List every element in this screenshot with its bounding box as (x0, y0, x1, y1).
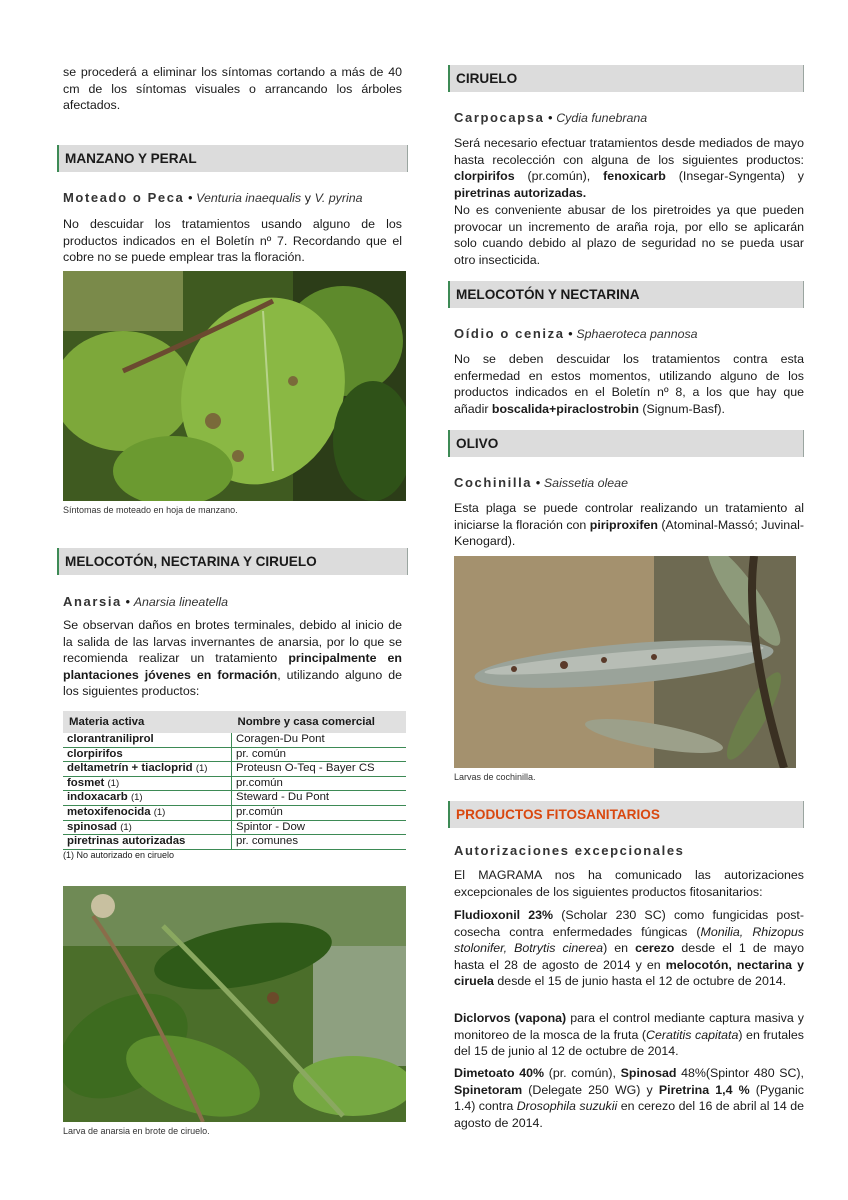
table-cell-nombre: pr. común (232, 747, 407, 762)
table-header-row (63, 711, 406, 733)
materia-name: deltametrín + tiacloprid (67, 762, 193, 775)
pest-heading-carpocapsa (454, 110, 647, 125)
table-cell-materia (63, 791, 232, 806)
oidio-text (454, 351, 804, 417)
piretrina-bold: Piretrina 1,4 % (658, 1082, 750, 1097)
table-row (63, 835, 406, 850)
table-cell-materia (63, 733, 232, 747)
table-cell-materia (63, 820, 232, 835)
table-cell-nombre: Spintor - Dow (232, 820, 407, 835)
bullet: • (548, 110, 557, 125)
pest-scientific-b: V. pyrina (314, 191, 363, 205)
materia-name: piretrinas autorizadas (67, 835, 186, 848)
dimetoato-text-d: 48%(Spintor 480 SC), (681, 1066, 805, 1080)
subtitle: Autorizaciones excepcionales (454, 843, 685, 858)
bullet: • (568, 326, 577, 341)
table-cell-materia (63, 762, 232, 777)
anarsia-paragraph (63, 617, 402, 700)
table-row (63, 805, 406, 820)
pest-heading-moteado (63, 190, 363, 205)
pest-name: Oídio o ceniza (454, 326, 565, 341)
diclorvos-text-b: para el control mediante captura masiva y monitoreo de la mosca de la fruta ( (454, 1011, 804, 1042)
pest-scientific: Cydia funebrana (556, 111, 648, 125)
table-header-materia: Materia activa (63, 711, 232, 733)
cochinilla-text-a: Esta plaga se puede controlar realizando un tratamiento al iniciarse la floración con (454, 501, 804, 532)
materia-note: (1) (195, 763, 208, 775)
olive-leaf-image (454, 556, 796, 768)
section-header-melocoton-nectarina: MELOCOTÓN Y NECTARINA (448, 281, 804, 308)
table-footnote: (1) No autorizado en ciruelo (63, 850, 175, 860)
anarsia-image (63, 886, 406, 1122)
dimetoato-text-j: en cerezo del 16 de abril al 14 de agosto de 2014. (454, 1099, 805, 1130)
carpocapsa-text-a: Será necesario efectuar tratamientos desde mediados de mayo hasta recolección con alguna de los siguientes productos: (454, 136, 804, 167)
fludioxonil-bold-cerezo: cerezo (635, 941, 675, 956)
bullet: • (535, 475, 544, 490)
cochinilla-text (454, 500, 804, 550)
table-cell-nombre: pr.común (232, 776, 407, 791)
spinetoram-bold: Spinetoram (454, 1082, 523, 1097)
productos-intro-paragraph (454, 867, 804, 900)
carpocapsa-bold-fenoxicarb: fenoxicarb (603, 169, 666, 184)
fludioxonil-text-f: desde el 1 de mayo hasta el 28 de agosto de 2014 y en (454, 941, 804, 972)
cochinilla-paragraph (454, 500, 804, 550)
carpocapsa-text-c: (pr.común), (527, 169, 591, 184)
bullet: • (125, 594, 134, 609)
carpocapsa-bold-clorpirifos: clorpirifos (454, 169, 515, 184)
table-cell-materia (63, 805, 232, 820)
fludioxonil-paragraph (454, 907, 804, 990)
section-header-ciruelo: CIRUELO (448, 65, 804, 92)
table-cell-materia (63, 747, 232, 762)
dimetoato-text-h: (Pyganic 1.4) contra (454, 1082, 804, 1114)
pest-name: Cochinilla (454, 475, 533, 490)
table-row (63, 820, 406, 835)
table-cell-nombre: Steward - Du Pont (232, 791, 407, 806)
materia-name: metoxifenocida (67, 805, 151, 818)
bullet: • (188, 190, 197, 205)
pest-heading-cochinilla (454, 475, 628, 490)
anarsia-text (63, 617, 402, 700)
table-cell-materia (63, 776, 232, 791)
diclorvos-text-d: ) en frutales del 15 de junio al 12 de octubre de 2014. (454, 1027, 804, 1059)
pest-name: Moteado o Peca (63, 190, 185, 205)
diclorvos-italic: Ceratitis capitata (646, 1027, 739, 1042)
drosophila-italic: Drosophila suzukii (516, 1099, 618, 1114)
pest-and: y (304, 191, 311, 205)
table-cell-nombre: pr. comunes (232, 835, 407, 850)
section-header-productos: PRODUCTOS FITOSANITARIOS (448, 801, 804, 828)
table-header-nombre: Nombre y casa comercial (232, 711, 407, 733)
pest-scientific: Anarsia lineatella (133, 595, 229, 609)
dimetoato-paragraph (454, 1065, 804, 1131)
section-header-melocoton-ciruelo: MELOCOTÓN, NECTARINA Y CIRUELO (57, 548, 408, 575)
productos-intro-text: El MAGRAMA nos ha comunicado las autorizaciones excepcionales de los siguientes productos fitosanitarios: (454, 868, 804, 899)
table-row (63, 747, 406, 762)
dimetoato-bold: Dimetoato 40% (454, 1066, 545, 1080)
oidio-text-a: No se deben descuidar los tratamientos contra esta enfermedad en estos momentos, utilizando alguno de los productos indicados en el Boletín nº 8, a los que hay que añadir (454, 352, 804, 416)
table-row (63, 762, 406, 777)
anarsia-text-bold: principalmente en plantaciones jóvenes en formación (63, 651, 402, 682)
diclorvos-paragraph (454, 1010, 804, 1060)
carpocapsa-text-e: (Insegar-Syngenta) y (678, 169, 804, 184)
cochinilla-text-bold: piriproxifen (589, 517, 658, 532)
cochinilla-text-c: (Atominal-Massó; Juvinal-Kenogard). (454, 517, 804, 549)
carpocapsa-paragraph-1 (454, 135, 804, 201)
fludioxonil-text-h: desde el 15 de junio hasta el 12 de octubre de 2014. (497, 974, 787, 989)
carpocapsa-bold-piretrinas: piretrinas autorizadas. (454, 185, 587, 200)
apple-leaf-image (63, 271, 406, 501)
dimetoato-text-f: (Delegate 250 WG) y (528, 1082, 653, 1097)
table-cell-materia (63, 835, 232, 850)
anarsia-caption: Larva de anarsia en brote de ciruelo. (63, 1126, 210, 1136)
subheading-autorizaciones (454, 843, 684, 858)
intro-text: se procederá a eliminar los síntomas cortando a más de 40 cm de los síntomas visuales o arrancando los árboles afectados. (63, 65, 402, 113)
anarsia-text-a: Se observan daños en brotes terminales, debido al inicio de la salida de las larvas invernantes de anarsia, por lo que se recomienda realizar un tratamiento (63, 618, 402, 666)
carpocapsa-text-1 (454, 135, 804, 201)
moteado-paragraph (63, 216, 402, 266)
apple-leaf-caption: Síntomas de moteado en hoja de manzano. (63, 505, 238, 515)
table-cell-nombre: Coragen-Du Pont (232, 733, 407, 747)
materia-name: clorantraniliprol (67, 733, 154, 745)
fludioxonil-bold-melocoton: melocotón, nectarina y ciruela (454, 957, 804, 989)
materia-note: (1) (120, 821, 132, 833)
section-header-olivo: OLIVO (448, 430, 804, 457)
products-table (63, 711, 406, 850)
materia-note: (1) (130, 792, 143, 804)
table-row (63, 776, 406, 791)
apple-leaf-photo (63, 271, 406, 501)
fludioxonil-italic: Monilia, Rhizopus stolonifer, Botrytis cinerea (454, 924, 804, 956)
materia-note: (1) (153, 806, 166, 818)
oidio-text-c: (Signum-Basf). (642, 401, 726, 416)
diclorvos-text (454, 1010, 804, 1060)
materia-note: (1) (107, 777, 120, 789)
anarsia-photo (63, 886, 406, 1122)
carpocapsa-text-2: No es conveniente abusar de los piretroides ya que pueden provocar un incremento de araña roja, por ello se aplicarán solo cuando debido al plazo de seguridad no se pueda usar otro insecticida. (454, 203, 804, 267)
pest-name: Carpocapsa (454, 110, 545, 125)
section-header-manzano: MANZANO Y PERAL (57, 145, 408, 172)
oidio-text-bold: boscalida+piraclostrobin (491, 401, 639, 416)
fludioxonil-text-b: (Scholar 230 SC) como fungicidas post-cosecha contra enfermedades fúngicas ( (454, 908, 804, 939)
dimetoato-text-b: (pr. común), (548, 1066, 616, 1080)
intro-paragraph (63, 64, 402, 114)
spinosad-bold: Spinosad (620, 1066, 677, 1080)
fludioxonil-text (454, 907, 804, 990)
pest-scientific: Saissetia oleae (543, 476, 628, 490)
olive-leaf-photo (454, 556, 796, 768)
dimetoato-text (454, 1065, 804, 1131)
fludioxonil-text-d: ) en (603, 941, 629, 956)
table-cell-nombre: Proteusn O-Teq - Bayer CS (232, 762, 407, 777)
materia-name: indoxacarb (67, 791, 128, 804)
pest-name: Anarsia (63, 594, 122, 609)
oidio-paragraph (454, 351, 804, 417)
diclorvos-bold: Diclorvos (vapona) (454, 1011, 567, 1025)
moteado-text: No descuidar los tratamientos usando alguno de los productos indicados en el Boletín nº 7. Recordando que el cobre no se puede emplear tras la floración. (63, 217, 402, 265)
pest-heading-anarsia (63, 594, 228, 609)
carpocapsa-paragraph-2 (454, 202, 804, 268)
table-row (63, 733, 406, 747)
pest-scientific-a: Venturia inaequalis (196, 191, 302, 205)
materia-name: spinosad (67, 820, 118, 833)
pest-scientific: Sphaeroteca pannosa (576, 327, 698, 341)
table-cell-nombre: pr.común (232, 805, 407, 820)
table-row (63, 791, 406, 806)
anarsia-text-c: , utilizando alguno de los siguientes productos: (63, 667, 402, 699)
pest-heading-oidio (454, 326, 698, 341)
materia-name: clorpirifos (67, 747, 123, 760)
materia-name: fosmet (67, 776, 105, 789)
fludioxonil-bold: Fludioxonil 23% (454, 908, 554, 922)
olive-leaf-caption: Larvas de cochinilla. (454, 772, 536, 782)
